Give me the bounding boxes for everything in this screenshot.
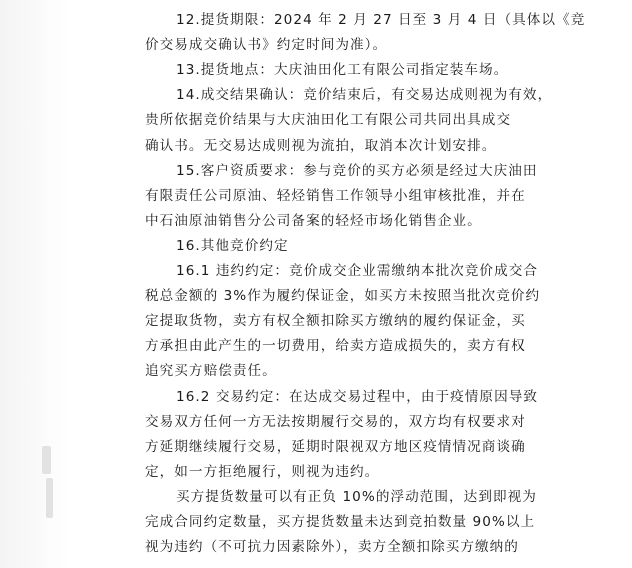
clause-16-2-line-1: 16.2 交易约定：在达成交易过程中，由于疫情原因导致 xyxy=(176,388,538,405)
clause-16-heading: 16.其他竞价约定 xyxy=(176,237,289,254)
quantity-clause-line-1: 买方提货数量可以有正负 10%的浮动范围，达到即视为 xyxy=(176,488,537,505)
clause-16-1-line-2: 税总金额的 3%作为履约保证金，如买方未按照当批次竞价约 xyxy=(145,288,541,305)
clause-14-line-2: 贵所依据竞价结果与大庆油田化工有限公司共同出具成交 xyxy=(145,112,512,129)
clause-16-1-line-4: 方承担由此产生的一切费用，给卖方造成损失的，卖方有权 xyxy=(145,338,526,355)
clause-16-1-line-1: 16.1 违约约定：竞价成交企业需缴纳本批次竞价成交合 xyxy=(176,263,538,279)
clause-14-line-1: 14.成交结果确认：竞价结束后，有交易达成则视为有效， xyxy=(176,87,553,104)
clause-16-2-line-4: 定，如一方拒绝履行，则视为违约。 xyxy=(145,463,380,480)
quantity-clause-line-2: 完成合同约定数量，买方提货数量未达到竞拍数量 90%以上 xyxy=(145,514,536,530)
clause-15-line-1: 15.客户资质要求：参与竞价的买方必须是经过大庆油田 xyxy=(176,162,538,179)
clause-12-line-2: 价交易成交确认书》约定时间为准）。 xyxy=(145,37,388,54)
quantity-clause-line-3: 视为违约（不可抗力因素除外），卖方全额扣除买方缴纳的 xyxy=(145,539,519,556)
clause-12-line-1: 12.提货期限：2024 年 2 月 27 日至 3 月 4 日（具体以《竞 xyxy=(176,12,586,28)
clause-16-1-line-5: 追究买方赔偿责任。 xyxy=(145,363,277,380)
clause-16-2-line-2: 交易双方任何一方无法按期履行交易的，双方均有权要求对 xyxy=(145,413,526,430)
clause-15-line-3: 中石油原油销售分公司备案的轻烃市场化销售企业。 xyxy=(145,212,482,229)
clause-16-1-line-3: 定提取货物，卖方有权全额扣除买方缴纳的履约保证金，买 xyxy=(145,313,526,330)
clause-16-2-line-3: 方延期继续履行交易，延期时限视双方地区疫情情况商谈确 xyxy=(145,438,526,455)
clause-14-line-3: 确认书。无交易达成则视为流拍，取消本次计划安排。 xyxy=(145,137,497,154)
clause-15-line-2: 有限责任公司原油、轻烃销售工作领导小组审核批准，并在 xyxy=(145,187,526,204)
clause-13-line-1: 13.提货地点：大庆油田化工有限公司指定装车场。 xyxy=(176,62,509,79)
